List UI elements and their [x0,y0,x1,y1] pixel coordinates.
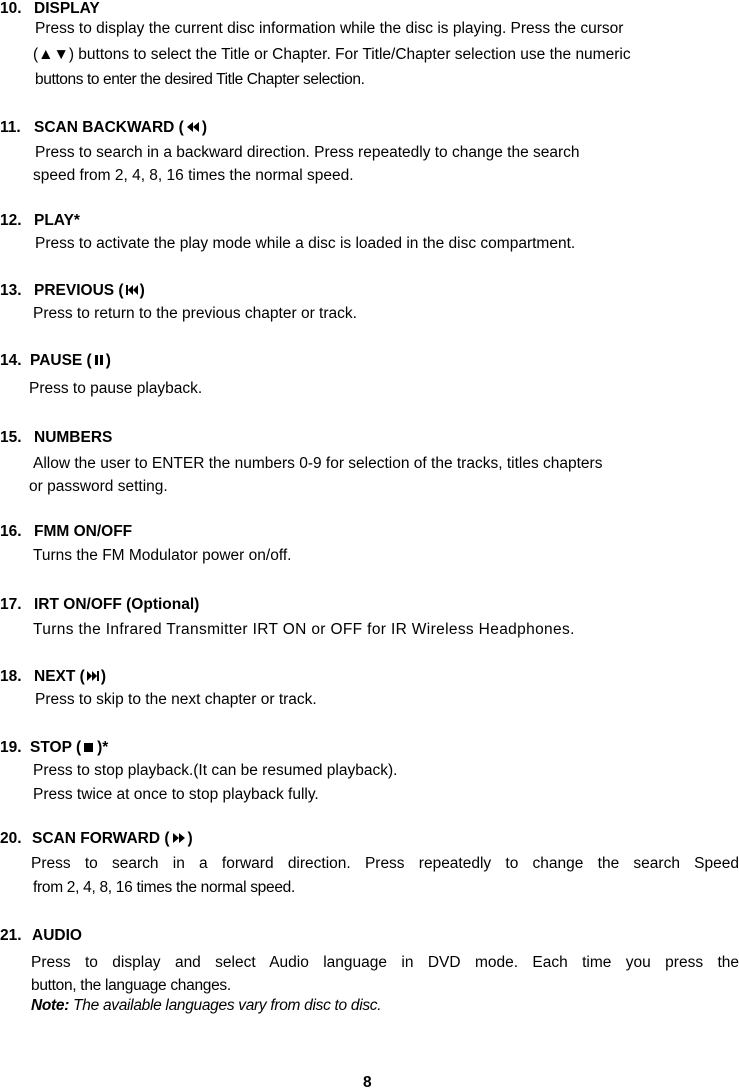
entry-title: DISPLAY [34,0,100,17]
body-line: or password setting. [29,478,168,495]
entry-title: SCAN BACKWARD ( [34,119,184,136]
entry-13-heading [0,282,145,302]
body-line: button, the language changes. [31,977,231,994]
entry-number: 21. [0,927,22,944]
body-line: Press to stop playback.(It can be resumed playback). [33,762,398,779]
body-line: buttons to enter the desired Title Chapter selection. [35,71,365,88]
entry-title-close: ) [201,119,207,136]
entry-title-close: ) [139,282,145,299]
body-line: Press to display the current disc information while the disc is playing. Press the cursor [35,20,624,37]
body-line: Press to pause playback. [29,380,203,397]
pause-icon [92,353,106,372]
entry-10-heading [0,0,100,18]
entry-18-heading [0,668,106,688]
stop-icon [81,740,97,759]
entry-number: 14. [0,352,22,369]
entry-number: 18. [0,668,22,685]
entry-14-heading [0,352,111,372]
body-line: Press to activate the play mode while a disc is loaded in the disc compartment. [35,235,576,252]
body-line: Press to search in a forward direction. Press repeatedly to change the search Speed [31,855,739,872]
body-line: Allow the user to ENTER the numbers 0-9 for selection of the tracks, titles chapters [33,455,603,472]
entry-19-heading [0,739,108,759]
entry-title: IRT ON/OFF (Optional) [34,596,200,613]
previous-icon [124,283,140,302]
page-number: 8 [363,1074,372,1091]
entry-12-heading [0,212,80,230]
body-line: Turns the Infrared Transmitter IRT ON or OFF for IR Wireless Headphones. [33,621,575,638]
entry-number: 16. [0,523,22,540]
entry-number: 11. [0,119,21,136]
entry-number: 10. [0,0,22,17]
entry-title: FMM ON/OFF [34,523,133,540]
body-line: Press to skip to the next chapter or track. [35,691,317,708]
next-icon [85,669,101,688]
entry-number: 13. [0,282,22,299]
entry-11-heading [0,119,207,139]
entry-title-close: ) [100,668,106,685]
entry-title: PAUSE ( [30,352,92,369]
entry-title: PREVIOUS ( [34,282,124,299]
entry-title: NUMBERS [34,429,113,446]
note-line [31,996,381,1016]
body-line: Press twice at once to stop playback fully. [33,786,319,803]
entry-title: NEXT ( [34,668,85,685]
entry-title: SCAN FORWARD ( [32,830,170,847]
entry-title-close: ) [105,352,111,369]
entry-title-close: ) [187,830,193,847]
scan-forward-icon [170,831,188,850]
body-line: Press to search in a backward direction. Press repeatedly to change the search [35,144,580,161]
body-line: (▲▼) buttons to select the Title or Chapter. For Title/Chapter selection use the numeric [33,46,631,63]
note-label: Note: [31,997,70,1014]
entry-title: PLAY* [34,212,80,229]
entry-number: 15. [0,429,22,446]
note-text: The available languages vary from disc to disc. [73,997,382,1014]
entry-title: AUDIO [32,927,82,944]
entry-number: 20. [0,830,22,847]
body-line: speed from 2, 4, 8, 16 times the normal speed. [33,167,354,184]
entry-number: 17. [0,596,22,613]
entry-15-heading [0,429,112,447]
entry-20-heading [0,830,193,850]
entry-number: 12. [0,212,22,229]
entry-17-heading [0,596,199,614]
entry-16-heading [0,523,132,541]
scan-backward-icon [184,120,202,139]
body-line: from 2, 4, 8, 16 times the normal speed. [33,879,295,896]
body-line: Press to display and select Audio language in DVD mode. Each time you press the [31,954,739,971]
body-line: Press to return to the previous chapter or track. [33,305,357,322]
entry-number: 19. [0,739,22,756]
entry-21-heading [0,927,82,945]
entry-title: STOP ( [30,739,82,756]
body-line: Turns the FM Modulator power on/off. [33,547,292,564]
entry-title-close: )* [97,739,109,756]
